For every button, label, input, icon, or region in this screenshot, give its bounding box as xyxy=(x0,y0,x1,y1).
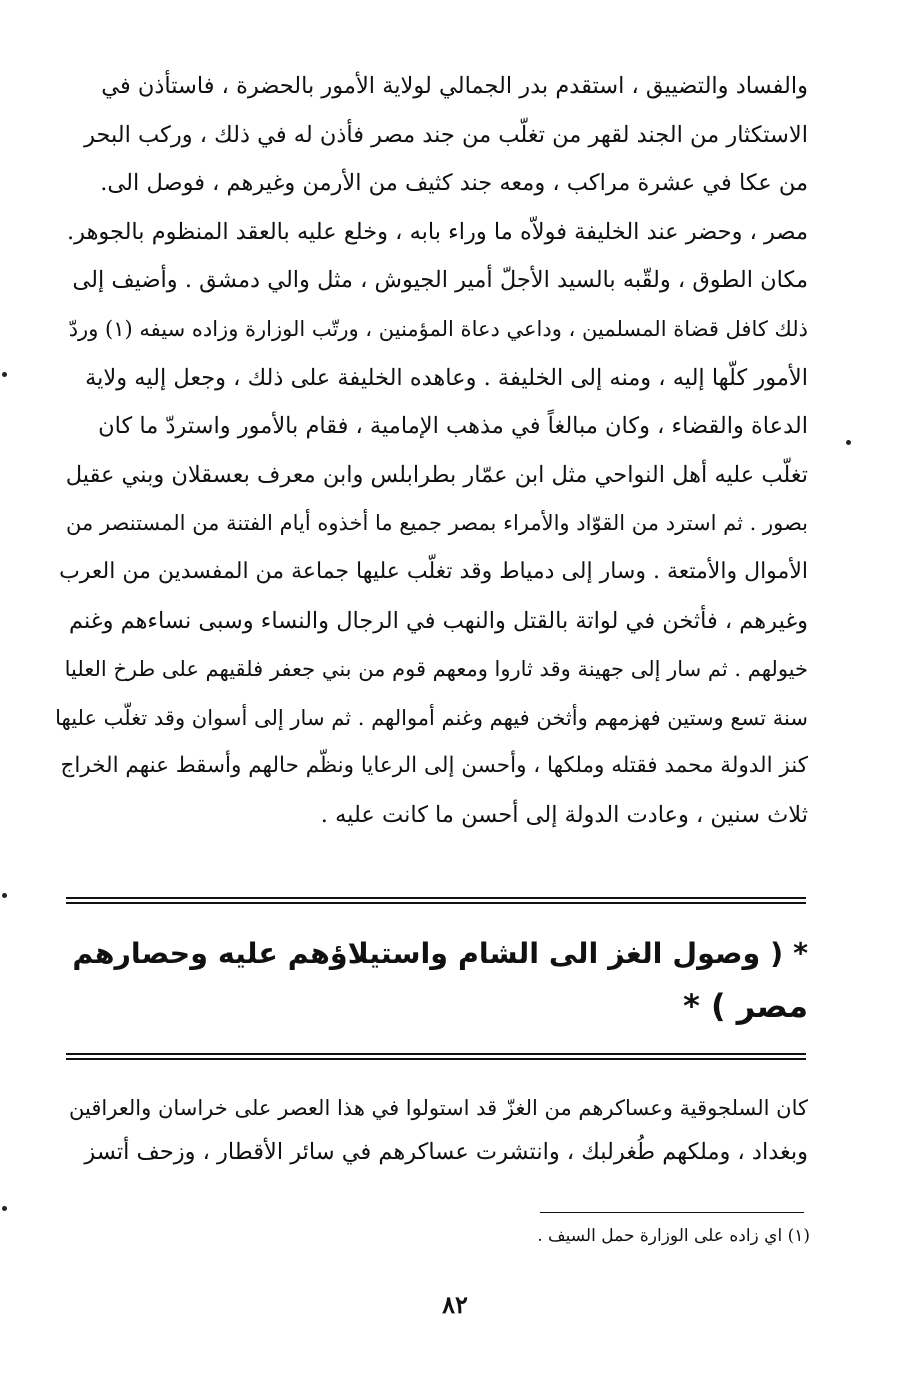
section-heading xyxy=(60,928,808,1032)
text-line: الأمور كلّها إليه ، ومنه إلى الخليفة . وعاهده الخليفة على ذلك ، وجعل إليه ولاية xyxy=(85,364,808,391)
scan-speck xyxy=(2,372,7,377)
text-line: ثلاث سنين ، وعادت الدولة إلى أحسن ما كانت عليه . xyxy=(320,801,808,828)
scan-speck xyxy=(846,440,851,445)
scan-speck xyxy=(2,893,7,898)
text-line: الاستكثار من الجند لقهر من تغلّب من جند مصر فأذن له في ذلك ، وركب البحر xyxy=(84,121,808,148)
text-line: وغيرهم ، فأثخن في لواتة بالقتل والنهب في الرجال والنساء وسبى نساءهم وغنم xyxy=(69,607,808,634)
text-line: الأموال والأمتعة . وسار إلى دمياط وقد تغلّب عليها جماعة من المفسدين من العرب xyxy=(59,558,808,584)
text-line: من عكا في عشرة مراكب ، ومعه جند كثيف من الأرمن وغيرهم ، فوصل الى. xyxy=(100,170,808,197)
footnote: (١) اي زاده على الوزارة حمل السيف . xyxy=(537,1226,810,1246)
page-number: ٨٢ xyxy=(442,1290,468,1319)
text-line: سنة تسع وستين فهزمهم وأثخن فيهم وغنم أموالهم . ثم سار إلى أسوان وقد تغلّب عليها xyxy=(55,705,808,730)
section-rule-bottom xyxy=(66,1053,806,1060)
text-line: ذلك كافل قضاة المسلمين ، وداعي دعاة المؤمنين ، ورتّب الوزارة وزاده سيفه (١) وردّ xyxy=(68,316,808,341)
intro-paragraph xyxy=(52,1086,808,1174)
text-line: كنز الدولة محمد فقتله وملكها ، وأحسن إلى الرعايا ونظّم حالهم وأسقط عنهم الخراج xyxy=(60,753,808,779)
text-line: خيولهم . ثم سار إلى جهينة وقد ثاروا ومعهم قوم من بني جعفر فلقيهم على طرخ العليا xyxy=(64,657,808,682)
text-line: مكان الطوق ، ولقّبه بالسيد الأجلّ أمير الجيوش ، مثل والي دمشق . وأضيف إلى xyxy=(72,267,808,294)
footnote-separator xyxy=(540,1212,804,1213)
text-line: مصر ، وحضر عند الخليفة فولاّه ما وراء بابه ، وخلع عليه بالعقد المنظوم بالجوهر. xyxy=(67,218,808,245)
text-line: وبغداد ، وملكهم طُغرلبك ، وانتشرت عساكرهم في سائر الأقطار ، وزحف أتسز xyxy=(84,1139,808,1165)
text-line: تغلّب عليه أهل النواحي مثل ابن عمّار بطرابلس وابن معرف بعسقلان وبني عقيل xyxy=(65,461,808,488)
body-paragraph xyxy=(52,62,808,840)
text-line: بصور . ثم استرد من القوّاد والأمراء بمصر جميع ما أخذوه أيام الفتنة من المستنصر من xyxy=(66,511,808,536)
scan-speck xyxy=(2,1206,7,1211)
section-rule-top xyxy=(66,897,806,904)
text-line: والفساد والتضييق ، استقدم بدر الجمالي لولاية الأمور بالحضرة ، فاستأذن في xyxy=(101,73,808,99)
text-line: الدعاة والقضاء ، وكان مبالغاً في مذهب الإمامية ، فقام بالأمور واستردّ ما كان xyxy=(98,413,808,440)
heading-line: * ( وصول الغز الى الشام واستيلاؤهم عليه وحصارهم xyxy=(72,937,808,970)
heading-line: مصر ) * xyxy=(683,987,808,1025)
text-line: كان السلجوقية وعساكرهم من الغزّ قد استولوا في هذا العصر على خراسان والعراقين xyxy=(69,1096,808,1120)
